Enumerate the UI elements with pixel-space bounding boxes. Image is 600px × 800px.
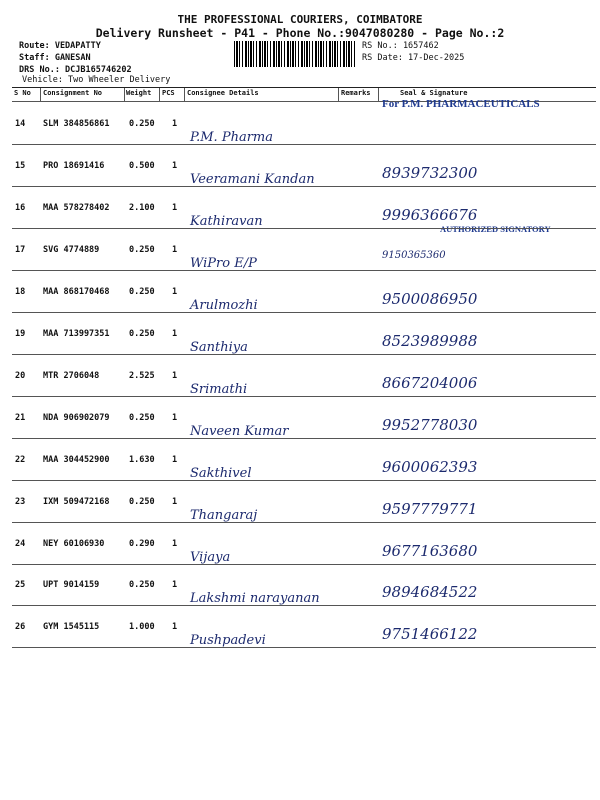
- receiver-phone-handwritten: 9597779771: [382, 499, 478, 518]
- consignee-name-handwritten: Kathiravan: [190, 213, 263, 229]
- cell-pcs: 1: [172, 580, 178, 591]
- cell-pcs: 1: [172, 160, 178, 171]
- col-header-signature: Seal & Signature: [400, 89, 468, 97]
- consignee-name-handwritten: Veeramani Kandan: [190, 171, 315, 187]
- cell-sno: 23: [15, 496, 26, 507]
- cell-consignment-no: IXM 509472168: [43, 496, 110, 507]
- table-row: [12, 186, 596, 229]
- cell-consignment-no: PRO 18691416: [43, 160, 105, 171]
- cell-sno: 22: [15, 454, 26, 465]
- cell-sno: 14: [15, 119, 26, 129]
- cell-sno: 15: [15, 160, 26, 171]
- route-label: Route: VEDAPATTY: [19, 41, 101, 51]
- cell-pcs: 1: [172, 119, 178, 129]
- cell-sno: 17: [15, 244, 26, 255]
- receiver-phone-handwritten: 8523989988: [382, 331, 478, 350]
- cell-pcs: 1: [172, 202, 178, 213]
- table-row: [12, 438, 596, 481]
- cell-weight: 0.250: [129, 328, 155, 339]
- cell-weight: 0.250: [129, 286, 155, 297]
- cell-weight: 0.250: [129, 496, 155, 507]
- consignee-name-handwritten: Vijaya: [190, 549, 231, 565]
- cell-pcs: 1: [172, 370, 178, 381]
- rs-date: RS Date: 17-Dec-2025: [362, 53, 465, 63]
- receiver-phone-handwritten: 9751466122: [382, 625, 478, 644]
- cell-consignment-no: MTR 2706048: [43, 370, 100, 381]
- col-header-remarks: Remarks: [341, 89, 371, 97]
- cell-consignment-no: GYM 1545115: [43, 622, 100, 633]
- cell-sno: 19: [15, 328, 26, 339]
- table-row: [12, 396, 596, 439]
- receiver-phone-handwritten: 9150365360: [382, 249, 446, 261]
- cell-weight: 1.630: [129, 454, 155, 465]
- table-row: [12, 102, 596, 145]
- cell-consignment-no: NDA 906902079: [43, 412, 110, 423]
- cell-pcs: 1: [172, 328, 178, 339]
- receiver-phone-handwritten: 8667204006: [382, 373, 478, 392]
- cell-pcs: 1: [172, 454, 178, 465]
- table-row: [12, 270, 596, 313]
- cell-weight: 0.250: [129, 412, 155, 423]
- receiver-phone-handwritten: 9894684522: [382, 583, 478, 602]
- cell-sno: 18: [15, 286, 26, 297]
- receiver-phone-handwritten: 9677163680: [382, 541, 478, 560]
- barcode: [234, 41, 356, 67]
- cell-sno: 26: [15, 622, 26, 633]
- cell-weight: 0.500: [129, 160, 155, 171]
- cell-weight: 0.250: [129, 119, 155, 129]
- cell-pcs: 1: [172, 538, 178, 549]
- cell-pcs: 1: [172, 496, 178, 507]
- consignee-name-handwritten: Arulmozhi: [190, 297, 258, 313]
- cell-consignment-no: UPT 9014159: [43, 580, 100, 591]
- cell-sno: 16: [15, 202, 26, 213]
- drs-number: DRS No.: DCJB165746202: [19, 65, 132, 75]
- runsheet-subtitle: Delivery Runsheet - P41 - Phone No.:9047080280 - Page No.:2: [95, 26, 505, 40]
- cell-pcs: 1: [172, 244, 178, 255]
- consignee-name-handwritten: Naveen Kumar: [190, 423, 289, 439]
- col-header-weight: Weight: [126, 89, 152, 97]
- receiver-phone-handwritten: 9952778030: [382, 415, 478, 434]
- table-row: [12, 522, 596, 565]
- col-header-consignee: Consignee Details: [187, 89, 259, 97]
- authorized-signatory-stamp: AUTHORIZED SIGNATORY: [440, 224, 551, 234]
- staff-label: Staff: GANESAN: [19, 53, 91, 63]
- col-header-sno: S No: [14, 89, 31, 97]
- consignee-name-handwritten: Srimathi: [190, 381, 248, 397]
- receiver-phone-handwritten: 9996366676: [382, 205, 478, 224]
- col-header-consignment: Consignment No: [43, 89, 103, 97]
- consignee-name-handwritten: Pushpadevi: [190, 633, 266, 649]
- table-row: [12, 563, 596, 606]
- cell-sno: 25: [15, 580, 26, 591]
- table-row: [12, 312, 596, 355]
- cell-sno: 24: [15, 538, 26, 549]
- cell-consignment-no: SVG 4774889: [43, 244, 100, 255]
- cell-sno: 20: [15, 370, 26, 381]
- cell-pcs: 1: [172, 622, 178, 633]
- table-row: [12, 144, 596, 187]
- consignee-name-handwritten: Santhiya: [190, 339, 248, 355]
- cell-pcs: 1: [172, 412, 178, 423]
- vehicle-label: Vehicle: Two Wheeler Delivery: [22, 75, 171, 85]
- table-row: [12, 605, 596, 648]
- consignee-name-handwritten: P.M. Pharma: [190, 130, 273, 145]
- cell-weight: 2.100: [129, 202, 155, 213]
- cell-weight: 2.525: [129, 370, 155, 381]
- cell-consignment-no: SLM 384856861: [43, 119, 110, 129]
- consignee-name-handwritten: Thangaraj: [190, 507, 258, 523]
- consignee-name-handwritten: Sakthivel: [190, 465, 252, 481]
- cell-pcs: 1: [172, 286, 178, 297]
- receiver-phone-handwritten: 8939732300: [382, 163, 478, 182]
- table-row: [12, 354, 596, 397]
- consignee-name-handwritten: Lakshmi narayanan: [190, 591, 320, 607]
- cell-consignment-no: MAA 304452900: [43, 454, 110, 465]
- cell-weight: 1.000: [129, 622, 155, 633]
- consignee-name-handwritten: WiPro E/P: [190, 255, 257, 271]
- receiver-phone-handwritten: 9500086950: [382, 289, 478, 308]
- col-header-pcs: PCS: [162, 89, 175, 97]
- cell-consignment-no: MAA 868170468: [43, 286, 110, 297]
- cell-sno: 21: [15, 412, 26, 423]
- cell-consignment-no: MAA 578278402: [43, 202, 110, 213]
- receiver-phone-handwritten: 9600062393: [382, 457, 478, 476]
- cell-consignment-no: NEY 60106930: [43, 538, 105, 549]
- runsheet-table: [12, 87, 596, 648]
- table-row: [12, 480, 596, 523]
- cell-consignment-no: MAA 713997351: [43, 328, 110, 339]
- cell-weight: 0.250: [129, 244, 155, 255]
- company-title: THE PROFESSIONAL COURIERS, COIMBATORE: [177, 13, 423, 26]
- rs-number: RS No.: 1657462: [362, 41, 439, 51]
- table-row: [12, 228, 596, 271]
- cell-weight: 0.290: [129, 538, 155, 549]
- company-stamp: For P.M. PHARMACEUTICALS: [382, 98, 540, 110]
- cell-weight: 0.250: [129, 580, 155, 591]
